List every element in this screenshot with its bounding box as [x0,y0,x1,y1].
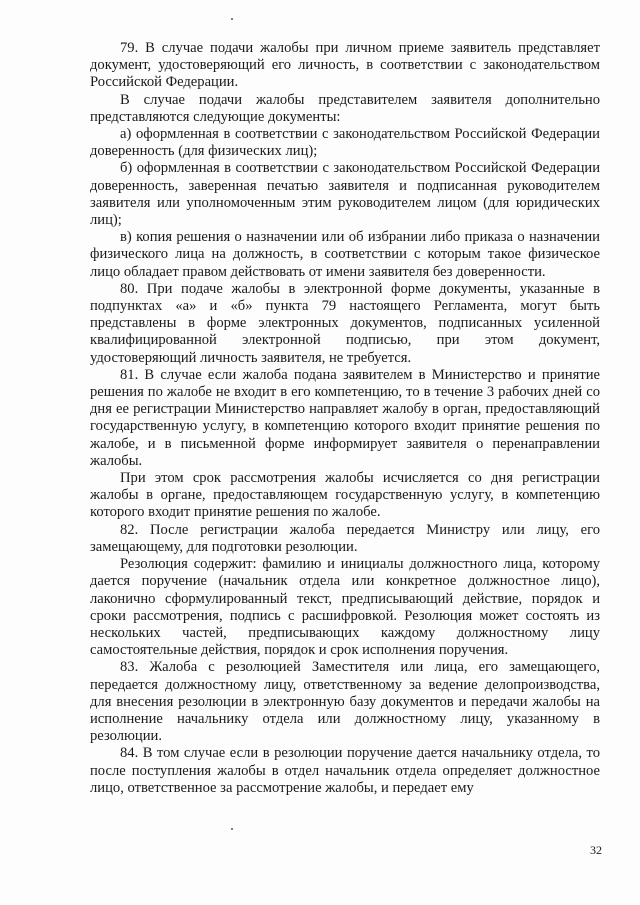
paragraph-resolution: Резолюция содержит: фамилию и инициалы должностного лица, которому дается поручение (начальник отдела или конкретное должностное лицо), лаконично сформулированный текст, предписывающий действие, порядок и сроки рассмотрения, подпись с расшифровкой. Резолюция может состоять из нескольких частей, предписывающих каждому должностному лицу самостоятельные действия, порядок и срок исполнения поручения. [90,556,600,659]
paragraph-79: 79. В случае подачи жалобы при личном приеме заявитель представляет документ, удостоверяющий его личность, в соответствии с законодательством Российской Федерации. [90,40,600,91]
scan-speck [231,18,233,20]
paragraph-84: 84. В том случае если в резолюции поручение дается начальнику отдела, то после поступления жалобы в отдел начальник отдела определяет должностное лицо, ответственное за рассмотрение жалобы, и передает ему [90,745,600,796]
paragraph-term: При этом срок рассмотрения жалобы исчисляется со дня регистрации жалобы в органе, предоставляющем государственную услугу, в компетенцию которого входит принятие решения по жалобе. [90,470,600,521]
page-number: 32 [590,843,602,857]
paragraph-80: 80. При подаче жалобы в электронной форме документы, указанные в подпунктах «а» и «б» пункта 79 настоящего Регламента, могут быть представлены в форме электронных документов, подписанных усиленной квалифицированной электронной подписью, при этом документ, удостоверяющий личность заявителя, не требуется. [90,280,600,366]
paragraph-82: 82. После регистрации жалоба передается Министру или лицу, его замещающему, для подготовки резолюции. [90,521,600,555]
paragraph-item-v: в) копия решения о назначении или об избрании либо приказа о назначении физического лица на должность, в соответствии с которым такое физическое лицо обладает правом действовать от имени заявителя без доверенности. [90,229,600,280]
scan-speck [231,828,233,830]
paragraph-83: 83. Жалоба с резолюцией Заместителя или лица, его замещающего, передается должностному лицу, ответственному за ведение делопроизводства, для внесения резолюции в электронную базу документов и передачи жалобы на исполнение начальнику отдела или должностному лицу, указанному в резолюции. [90,659,600,745]
paragraph-item-a: а) оформленная в соответствии с законодательством Российской Федерации доверенность (для физических лиц); [90,126,600,160]
paragraph-item-b: б) оформленная в соответствии с законодательством Российской Федерации доверенность, заверенная печатью заявителя и подписанная руководителем заявителя или уполномоченным этим руководителем лицом (для юридических лиц); [90,160,600,229]
document-body [90,40,600,797]
paragraph-representative: В случае подачи жалобы представителем заявителя дополнительно представляются следующие документы: [90,91,600,125]
paragraph-81: 81. В случае если жалоба подана заявителем в Министерство и принятие решения по жалобе не входит в его компетенцию, то в течение 3 рабочих дней со дня ее регистрации Министерство направляет жалобу в орган, предоставляющий государственную услугу, в компетенцию которого входит принятие решения по жалобе, и в письменной форме информирует заявителя о перенаправлении жалобы. [90,366,600,469]
